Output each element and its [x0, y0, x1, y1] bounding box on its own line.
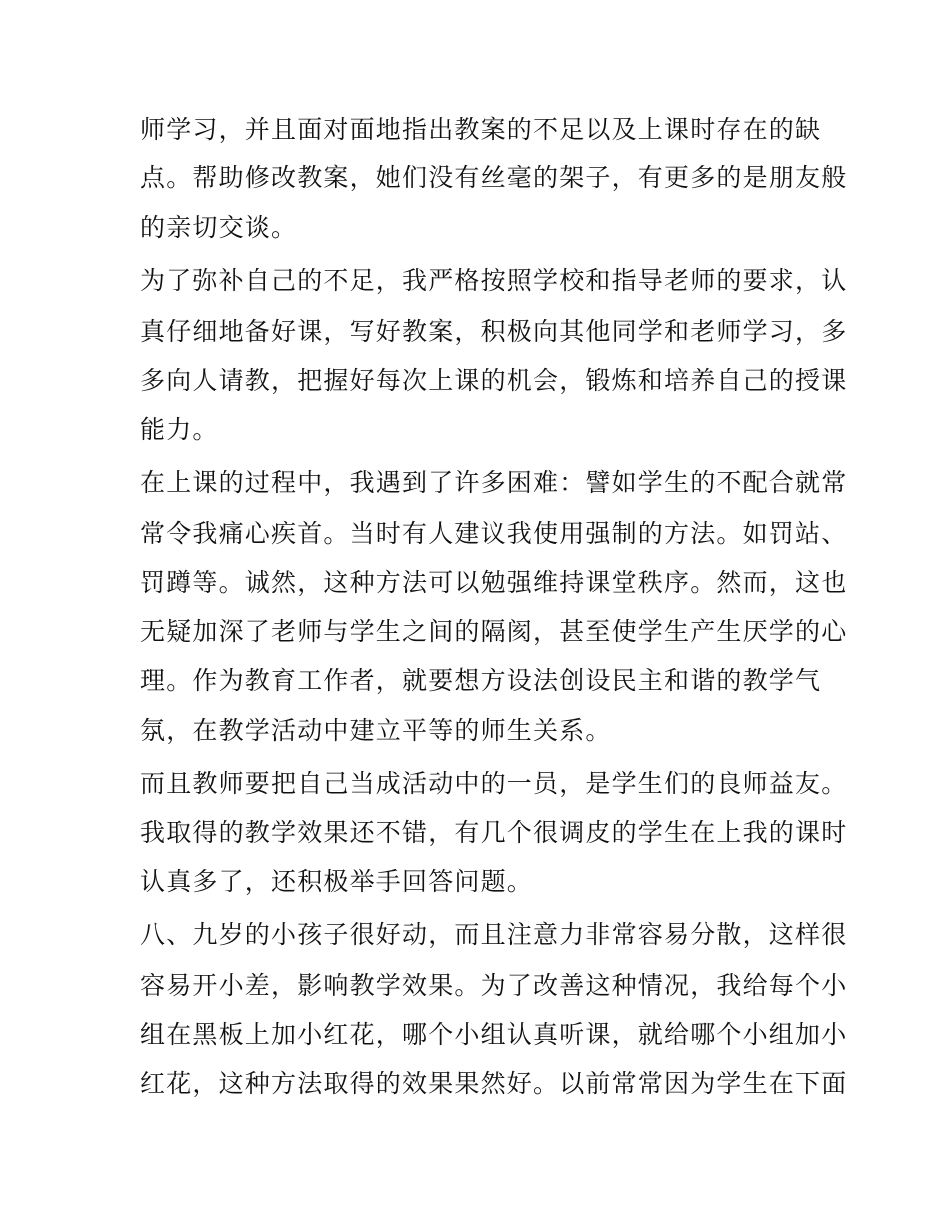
text-line: 师学习，并且面对面地指出教案的不足以及上课时存在的缺: [140, 115, 822, 144]
text-line: 的亲切交谈。: [140, 213, 298, 242]
text-line: 组在黑板上加小红花，哪个小组认真听课，就给哪个小组加小: [140, 1020, 848, 1049]
text-line: 真仔细地备好课，写好教案，积极向其他同学和老师学习，多: [140, 317, 848, 346]
text-line: 我取得的教学效果还不错，有几个很调皮的学生在上我的课时: [140, 818, 848, 847]
text-line: 容易开小差，影响教学效果。为了改善这种情况，我给每个小: [140, 971, 848, 1000]
text-line: 氛，在教学活动中建立平等的师生关系。: [140, 716, 612, 745]
text-line: 八、九岁的小孩子很好动，而且注意力非常容易分散，这样很: [140, 920, 848, 949]
text-line: 而且教师要把自己当成活动中的一员，是学生们的良师益友。: [140, 769, 848, 798]
text-line: 常令我痛心疾首。当时有人建议我使用强制的方法。如罚站、: [140, 519, 848, 548]
text-line: 点。帮助修改教案，她们没有丝毫的架子，有更多的是朋友般: [140, 163, 848, 192]
text-line: 能力。: [140, 415, 219, 444]
text-line: 红花，这种方法取得的效果果然好。以前常常因为学生在下面: [140, 1069, 848, 1098]
text-line: 认真多了，还积极举手回答问题。: [140, 867, 534, 896]
text-line: 多向人请教，把握好每次上课的机会，锻炼和培养自己的授课: [140, 366, 848, 395]
text-line: 理。作为教育工作者，就要想方设法创设民主和谐的教学气: [140, 666, 822, 695]
text-line: 无疑加深了老师与学生之间的隔阂，甚至使学生产生厌学的心: [140, 617, 848, 646]
text-line: 罚蹲等。诚然，这种方法可以勉强维持课堂秩序。然而，这也: [140, 568, 848, 597]
text-line: 在上课的过程中，我遇到了许多困难：譬如学生的不配合就常: [140, 468, 848, 497]
text-line: 为了弥补自己的不足，我严格按照学校和指导老师的要求，认: [140, 266, 848, 295]
